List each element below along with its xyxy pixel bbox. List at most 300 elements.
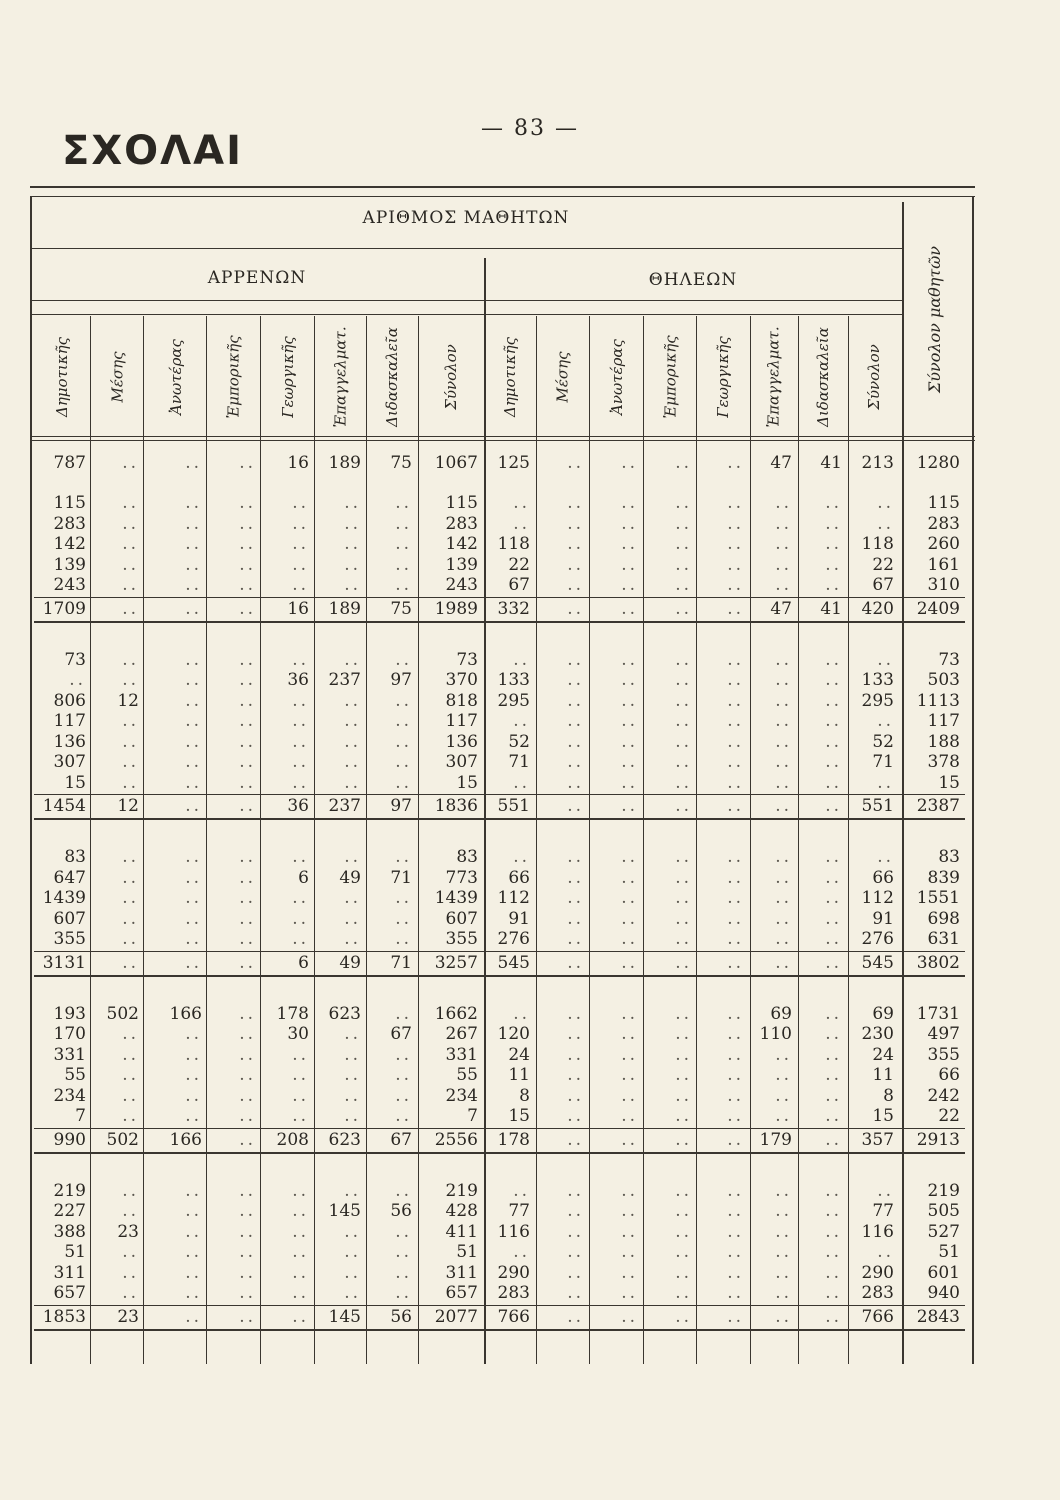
table-cell: 7 (75, 1106, 86, 1126)
table-cell: 193 (53, 1003, 86, 1024)
table-cell: 55 (64, 1065, 86, 1085)
table-cell: .. (567, 847, 584, 867)
table-cell: .. (122, 1106, 139, 1126)
table-cell: .. (344, 731, 361, 752)
table-cell: .. (825, 690, 842, 711)
table-cell: .. (344, 772, 361, 793)
total-cell: .. (122, 952, 139, 973)
table-cell: 8 (883, 1085, 894, 1106)
table-cell: .. (825, 1044, 842, 1065)
table-cell: 267 (445, 1024, 478, 1044)
table-cell: .. (727, 1180, 744, 1201)
table-cell: .. (675, 670, 692, 690)
table-cell: .. (727, 690, 744, 711)
header-rule (30, 248, 902, 249)
table-cell: .. (675, 1024, 692, 1044)
table-cell: .. (344, 711, 361, 731)
table-cell: 355 (53, 929, 86, 949)
total-cell: .. (239, 1306, 256, 1327)
table-cell: .. (292, 908, 309, 929)
table-cell: 52 (872, 731, 894, 752)
table-cell: .. (185, 690, 202, 711)
column-header: Μέσης (108, 351, 127, 403)
column-header: Σύνολον (865, 344, 883, 410)
table-cell: .. (344, 1221, 361, 1242)
table-cell: 71 (872, 752, 894, 772)
table-cell: .. (344, 1242, 361, 1262)
table-cell: .. (122, 888, 139, 908)
total-cell: 36 (287, 796, 309, 816)
column-header: Μέσης (554, 351, 573, 403)
table-cell: .. (567, 1201, 584, 1221)
table-cell: .. (292, 649, 309, 670)
table-cell: 120 (497, 1024, 530, 1044)
block-rule (34, 975, 965, 977)
total-cell: .. (825, 1306, 842, 1327)
table-cell: 77 (508, 1201, 530, 1221)
table-cell: .. (775, 752, 792, 772)
table-cell: .. (825, 908, 842, 929)
table-cell: .. (239, 534, 256, 554)
table-cell: .. (775, 929, 792, 949)
table-cell: .. (344, 575, 361, 595)
table-cell: .. (727, 1044, 744, 1065)
table-cell: 73 (938, 649, 960, 670)
table-cell: .. (675, 513, 692, 534)
table-cell: 170 (53, 1024, 86, 1044)
total-cell: 1836 (434, 796, 478, 816)
table-cell: .. (567, 690, 584, 711)
table-cell: .. (513, 1003, 530, 1024)
table-cell: 118 (497, 534, 530, 554)
table-cell: 773 (445, 867, 478, 888)
table-cell: 91 (872, 908, 894, 929)
table-cell: 355 (445, 929, 478, 949)
table-cell: .. (344, 752, 361, 772)
total-cell: 71 (390, 952, 412, 973)
table-cell: .. (675, 847, 692, 867)
table-cell: .. (567, 493, 584, 513)
table-cell: 331 (53, 1044, 86, 1065)
table-cell: .. (567, 453, 584, 473)
table-cell: .. (122, 1242, 139, 1262)
table-cell: .. (775, 493, 792, 513)
column-header: Ἐπαγγελματ. (331, 326, 350, 428)
table-cell: 11 (508, 1065, 530, 1085)
table-cell: .. (292, 1085, 309, 1106)
table-cell: .. (877, 772, 894, 793)
column-rule (260, 316, 261, 1364)
table-cell: 51 (64, 1242, 86, 1262)
table-cell: .. (513, 711, 530, 731)
table-cell: .. (825, 534, 842, 554)
table-cell: 36 (287, 670, 309, 690)
table-cell: .. (239, 690, 256, 711)
table-cell: .. (621, 888, 638, 908)
table-cell: .. (292, 772, 309, 793)
total-cell: 623 (328, 1129, 361, 1150)
total-cell: 189 (328, 598, 361, 619)
table-cell: .. (292, 1242, 309, 1262)
table-cell: .. (675, 752, 692, 772)
table-cell: 1439 (42, 888, 86, 908)
table-cell: .. (775, 649, 792, 670)
table-cell: 41 (820, 453, 842, 473)
table-cell: .. (239, 1262, 256, 1283)
column-header: Δημοτικῆς (53, 336, 72, 418)
table-cell: .. (775, 1065, 792, 1085)
total-cell: 3257 (434, 952, 478, 973)
column-rule (206, 316, 207, 1364)
table-cell: 15 (938, 772, 960, 793)
table-cell: .. (727, 711, 744, 731)
total-cell: 1989 (434, 598, 478, 619)
table-cell: 75 (390, 453, 412, 473)
table-cell: .. (239, 1003, 256, 1024)
table-cell: .. (567, 1024, 584, 1044)
table-cell: .. (567, 1106, 584, 1126)
table-cell: 15 (508, 1106, 530, 1126)
table-cell: .. (567, 1003, 584, 1024)
table-cell: 234 (445, 1085, 478, 1106)
table-cell: .. (775, 575, 792, 595)
table-cell: .. (675, 731, 692, 752)
table-cell: .. (621, 649, 638, 670)
total-cell: .. (621, 1129, 638, 1150)
table-cell: .. (621, 534, 638, 554)
table-cell: .. (185, 847, 202, 867)
table-cell: 83 (456, 847, 478, 867)
table-cell: .. (675, 888, 692, 908)
table-cell: .. (239, 1085, 256, 1106)
total-cell: .. (239, 796, 256, 816)
table-cell: .. (122, 575, 139, 595)
table-cell: .. (775, 772, 792, 793)
table-cell: .. (185, 493, 202, 513)
table-cell: .. (395, 554, 412, 575)
grand-total-header: Σύνολον μαθητῶν (925, 245, 945, 393)
table-cell: .. (621, 1003, 638, 1024)
table-cell: 276 (861, 929, 894, 949)
header-bottom-rule (30, 436, 975, 437)
total-cell: .. (621, 952, 638, 973)
table-cell: 97 (390, 670, 412, 690)
table-cell: 657 (445, 1283, 478, 1303)
table-cell: .. (727, 575, 744, 595)
column-header: Δημοτικῆς (501, 336, 520, 418)
table-cell: .. (727, 908, 744, 929)
table-cell: .. (877, 513, 894, 534)
table-cell: .. (122, 1085, 139, 1106)
table-cell: .. (344, 929, 361, 949)
table-cell: .. (825, 1283, 842, 1303)
total-cell: 2077 (434, 1306, 478, 1327)
table-cell: 117 (445, 711, 478, 731)
table-cell: 310 (927, 575, 960, 595)
table-cell: .. (775, 867, 792, 888)
table-cell: .. (292, 1221, 309, 1242)
table-cell: .. (877, 1242, 894, 1262)
table-cell: .. (621, 690, 638, 711)
table-cell: .. (825, 554, 842, 575)
total-cell: 6 (298, 952, 309, 973)
total-cell: .. (675, 796, 692, 816)
table-cell: 237 (328, 670, 361, 690)
table-cell: 24 (508, 1044, 530, 1065)
table-cell: .. (727, 1003, 744, 1024)
total-cell: 332 (497, 598, 530, 619)
table-cell: .. (185, 1262, 202, 1283)
table-cell: .. (185, 1201, 202, 1221)
table-cell: .. (292, 690, 309, 711)
total-cell: .. (185, 952, 202, 973)
table-cell: 698 (927, 908, 960, 929)
table-cell: 1067 (434, 453, 478, 473)
table-cell: .. (239, 575, 256, 595)
table-cell: 188 (927, 731, 960, 752)
column-rule (643, 316, 644, 1364)
column-rule (750, 316, 751, 1364)
table-cell: .. (567, 752, 584, 772)
table-cell: 243 (53, 575, 86, 595)
total-cell: 49 (339, 952, 361, 973)
table-cell: .. (122, 908, 139, 929)
table-cell: .. (567, 575, 584, 595)
header-group-female: ΘΗΛΕΩΝ (648, 270, 738, 290)
column-header: Σύνολον (442, 344, 460, 410)
table-cell: .. (675, 690, 692, 711)
table-cell: .. (567, 1044, 584, 1065)
table-cell: .. (775, 1085, 792, 1106)
table-cell: .. (239, 888, 256, 908)
table-cell: 497 (927, 1024, 960, 1044)
table-cell: .. (292, 493, 309, 513)
table-cell: .. (395, 1085, 412, 1106)
table-cell: .. (567, 888, 584, 908)
table-top-border-inner (30, 196, 975, 197)
table-cell: .. (185, 888, 202, 908)
table-cell: .. (239, 867, 256, 888)
table-cell: 1551 (916, 888, 960, 908)
table-cell: 411 (445, 1221, 478, 1242)
table-cell: 125 (497, 453, 530, 473)
table-cell: 219 (927, 1180, 960, 1201)
table-cell: .. (292, 1262, 309, 1283)
table-cell: .. (69, 670, 86, 690)
table-cell: 234 (53, 1085, 86, 1106)
table-cell: 115 (927, 493, 960, 513)
table-cell: .. (239, 1221, 256, 1242)
block-rule (34, 818, 965, 820)
table-cell: .. (185, 1106, 202, 1126)
table-cell: .. (513, 649, 530, 670)
table-cell: .. (727, 888, 744, 908)
total-cell: 75 (390, 598, 412, 619)
table-cell: .. (292, 929, 309, 949)
total-cell: .. (239, 598, 256, 619)
table-cell: .. (621, 847, 638, 867)
table-cell: 116 (497, 1221, 530, 1242)
table-cell: 7 (467, 1106, 478, 1126)
table-cell: 116 (861, 1221, 894, 1242)
table-cell: .. (395, 1180, 412, 1201)
table-cell: .. (675, 453, 692, 473)
table-cell: .. (675, 554, 692, 575)
table-cell: .. (727, 1106, 744, 1126)
table-cell: .. (675, 1283, 692, 1303)
table-cell: .. (185, 513, 202, 534)
table-cell: .. (185, 908, 202, 929)
total-cell: 990 (53, 1129, 86, 1150)
table-cell: .. (344, 649, 361, 670)
table-cell: .. (621, 929, 638, 949)
table-cell: .. (621, 575, 638, 595)
table-cell: 139 (445, 554, 478, 575)
table-cell: .. (239, 670, 256, 690)
table-cell: .. (727, 670, 744, 690)
table-cell: .. (239, 847, 256, 867)
table-cell: 22 (508, 554, 530, 575)
table-cell: .. (775, 554, 792, 575)
table-cell: .. (621, 493, 638, 513)
table-cell: .. (395, 847, 412, 867)
table-cell: .. (621, 1044, 638, 1065)
table-cell: .. (185, 1085, 202, 1106)
table-cell: .. (825, 929, 842, 949)
table-cell: 112 (861, 888, 894, 908)
table-cell: .. (239, 1024, 256, 1044)
table-cell: .. (239, 554, 256, 575)
total-cell: 766 (497, 1306, 530, 1327)
table-cell: .. (513, 1180, 530, 1201)
table-cell: 15 (456, 772, 478, 793)
table-cell: .. (292, 1106, 309, 1126)
page-number: — 83 — (481, 116, 579, 141)
table-cell: .. (621, 453, 638, 473)
total-cell: 2387 (916, 796, 960, 816)
table-cell: .. (395, 711, 412, 731)
table-cell: .. (239, 929, 256, 949)
table-cell: .. (395, 1106, 412, 1126)
table-cell: 71 (508, 752, 530, 772)
table-cell: 230 (861, 1024, 894, 1044)
table-cell: .. (727, 1085, 744, 1106)
table-cell: .. (122, 1180, 139, 1201)
table-cell: 657 (53, 1283, 86, 1303)
table-cell: 51 (456, 1242, 478, 1262)
total-cell: 166 (169, 1129, 202, 1150)
table-cell: 115 (445, 493, 478, 513)
table-cell: .. (122, 670, 139, 690)
table-cell: 370 (445, 670, 478, 690)
total-cell: 67 (390, 1129, 412, 1150)
block-rule (34, 1152, 965, 1154)
table-cell: 6 (298, 867, 309, 888)
table-cell: .. (122, 1024, 139, 1044)
total-cell: 12 (117, 796, 139, 816)
table-cell: 1662 (434, 1003, 478, 1024)
table-cell: .. (775, 1201, 792, 1221)
table-cell: 91 (508, 908, 530, 929)
table-cell: .. (344, 1044, 361, 1065)
table-cell: .. (727, 1221, 744, 1242)
block-rule (34, 621, 965, 623)
table-cell: 55 (456, 1065, 478, 1085)
table-cell: .. (775, 534, 792, 554)
column-rule (143, 316, 144, 1364)
table-cell: .. (344, 888, 361, 908)
table-cell: 503 (927, 670, 960, 690)
column-rule (848, 316, 849, 1364)
table-cell: .. (292, 711, 309, 731)
table-cell: .. (825, 1221, 842, 1242)
table-cell: 242 (927, 1085, 960, 1106)
table-cell: .. (567, 1065, 584, 1085)
column-rule (536, 316, 537, 1364)
table-cell: .. (877, 649, 894, 670)
total-cell: 420 (861, 598, 894, 619)
table-cell: 71 (390, 867, 412, 888)
table-cell: .. (395, 772, 412, 793)
table-cell: .. (825, 1024, 842, 1044)
table-cell: .. (185, 1180, 202, 1201)
total-cell: 551 (861, 796, 894, 816)
table-cell: .. (185, 867, 202, 888)
table-cell: 428 (445, 1201, 478, 1221)
table-cell: .. (825, 772, 842, 793)
table-cell: .. (825, 731, 842, 752)
table-cell: 136 (445, 731, 478, 752)
table-cell: .. (727, 1065, 744, 1085)
table-cell: .. (122, 1262, 139, 1283)
table-cell: 311 (53, 1262, 86, 1283)
total-cell: .. (567, 1306, 584, 1327)
total-cell: 545 (861, 952, 894, 973)
column-header: Ἀνωτέρας (166, 339, 185, 415)
total-cell: .. (675, 1306, 692, 1327)
table-cell: .. (727, 772, 744, 793)
table-cell: .. (292, 752, 309, 772)
table-cell: .. (825, 513, 842, 534)
table-cell: .. (825, 493, 842, 513)
table-cell: .. (825, 1201, 842, 1221)
table-cell: .. (877, 847, 894, 867)
table-cell: 73 (64, 649, 86, 670)
table-cell: .. (621, 1085, 638, 1106)
table-cell: .. (567, 772, 584, 793)
column-rule (366, 316, 367, 1364)
table-cell: 52 (508, 731, 530, 752)
column-header: Διδασκαλεῖα (814, 327, 832, 427)
table-cell: .. (825, 575, 842, 595)
table-cell: .. (292, 1180, 309, 1201)
table-cell: .. (621, 1242, 638, 1262)
table-cell: .. (292, 554, 309, 575)
table-cell: 295 (497, 690, 530, 711)
table-cell: .. (727, 847, 744, 867)
table-cell: .. (185, 534, 202, 554)
table-cell: 15 (64, 772, 86, 793)
table-cell: .. (239, 1106, 256, 1126)
total-cell: .. (621, 796, 638, 816)
table-cell: 1280 (916, 453, 960, 473)
table-cell: .. (513, 493, 530, 513)
table-cell: 66 (872, 867, 894, 888)
table-cell: .. (395, 1221, 412, 1242)
total-cell: 47 (770, 598, 792, 619)
total-cell: 145 (328, 1306, 361, 1327)
table-cell: 142 (445, 534, 478, 554)
